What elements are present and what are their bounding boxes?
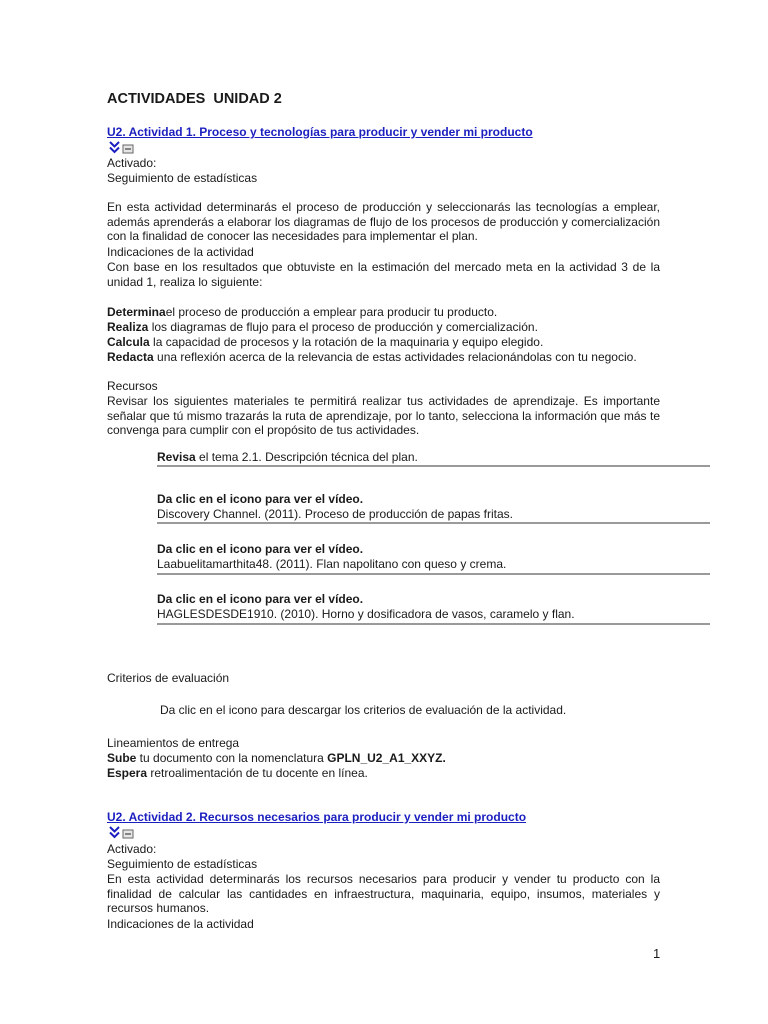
criteria-label: Criterios de evaluación xyxy=(107,671,230,685)
activity-1-indications-label: Indicaciones de la actividad xyxy=(107,245,254,259)
resource-divider xyxy=(157,465,710,467)
activity-2-indications-label: Indicaciones de la actividad xyxy=(107,917,254,931)
activity-2-link[interactable]: U2. Actividad 2. Recursos necesarios para producir y vender mi producto xyxy=(107,810,527,824)
task-item: Determinael proceso de producción a emplear para producir tu producto. xyxy=(107,305,498,319)
activity-2-intro: En esta actividad determinarás los recursos necesarios para producir y vender tu producto con la finalidad de calcular las cantidades en infraestructura, maquinaria, equipo, insumos, materiales y recursos humanos. xyxy=(107,872,660,916)
criteria-download-text[interactable]: Da clic en el icono para descargar los criterios de evaluación de la actividad. xyxy=(160,703,567,717)
resource-divider xyxy=(157,522,710,524)
resource-item[interactable]: Da clic en el icono para ver el vídeo. Discovery Channel. (2011). Proceso de producción de papas fritas. xyxy=(157,492,513,521)
resource-item[interactable]: Da clic en el icono para ver el vídeo. Laabuelitamarthita48. (2011). Flan napolitano con queso y crema. xyxy=(157,542,507,571)
task-item: Realiza los diagramas de flujo para el proceso de producción y comercialización. xyxy=(107,320,538,334)
activity-2-tracking-link[interactable]: Seguimiento de estadísticas xyxy=(107,857,258,871)
delivery-label: Lineamientos de entrega xyxy=(107,736,240,750)
resource-item[interactable]: Da clic en el icono para ver el vídeo. HAGLESDESDE1910. (2010). Horno y dosificadora de vasos, caramelo y flan. xyxy=(157,592,575,621)
activity-1-link[interactable]: U2. Actividad 1. Proceso y tecnologías para producir y vender mi producto xyxy=(107,125,533,139)
activity-1-intro: En esta actividad determinarás el proceso de producción y seleccionarás las tecnologías a emplear, además aprenderás a elaborar los diagramas de flujo de los procesos de producción y comercialización con la finalidad de conocer las necesidades para implementar el plan. xyxy=(107,200,660,244)
activity-1-status: Activado: xyxy=(107,156,157,170)
task-item: Redacta una reflexión acerca de la relevancia de estas actividades relacionándolas con tu negocio. xyxy=(107,350,637,364)
activity-1-indications-text: Con base en los resultados que obtuviste en la estimación del mercado meta en la actividad 3 de la unidad 1, realiza lo siguiente: xyxy=(107,260,660,289)
double-chevron-down-icon[interactable] xyxy=(110,142,119,152)
delivery-upload: Sube tu documento con la nomenclatura GPLN_U2_A1_XXYZ. xyxy=(107,751,446,765)
resource-divider xyxy=(157,623,710,625)
minus-box-icon[interactable] xyxy=(123,830,133,838)
task-item: Calcula la capacidad de procesos y la rotación de la maquinaria y equipo elegido. xyxy=(107,335,544,349)
activity-1-tracking-link[interactable]: Seguimiento de estadísticas xyxy=(107,171,258,185)
delivery-wait: Espera retroalimentación de tu docente en línea. xyxy=(107,766,368,780)
resources-label: Recursos xyxy=(107,379,158,393)
double-chevron-down-icon[interactable] xyxy=(110,827,119,837)
resource-item[interactable]: Revisa el tema 2.1. Descripción técnica del plan. xyxy=(157,450,418,464)
activity-1-icons xyxy=(109,141,135,155)
activity-2-icons xyxy=(109,826,135,840)
page-title: ACTIVIDADES UNIDAD 2 xyxy=(107,91,282,107)
minus-box-icon[interactable] xyxy=(123,145,133,153)
activity-2-status: Activado: xyxy=(107,842,157,856)
resources-text: Revisar los siguientes materiales te permitirá realizar tus actividades de aprendizaje. Es importante señalar que tú mismo trazarás la ruta de aprendizaje, por lo tanto, selecciona la información que más te convenga para cumplir con el propósito de tus actividades. xyxy=(107,394,660,438)
page-number: 1 xyxy=(653,946,661,961)
resource-divider xyxy=(157,573,710,575)
